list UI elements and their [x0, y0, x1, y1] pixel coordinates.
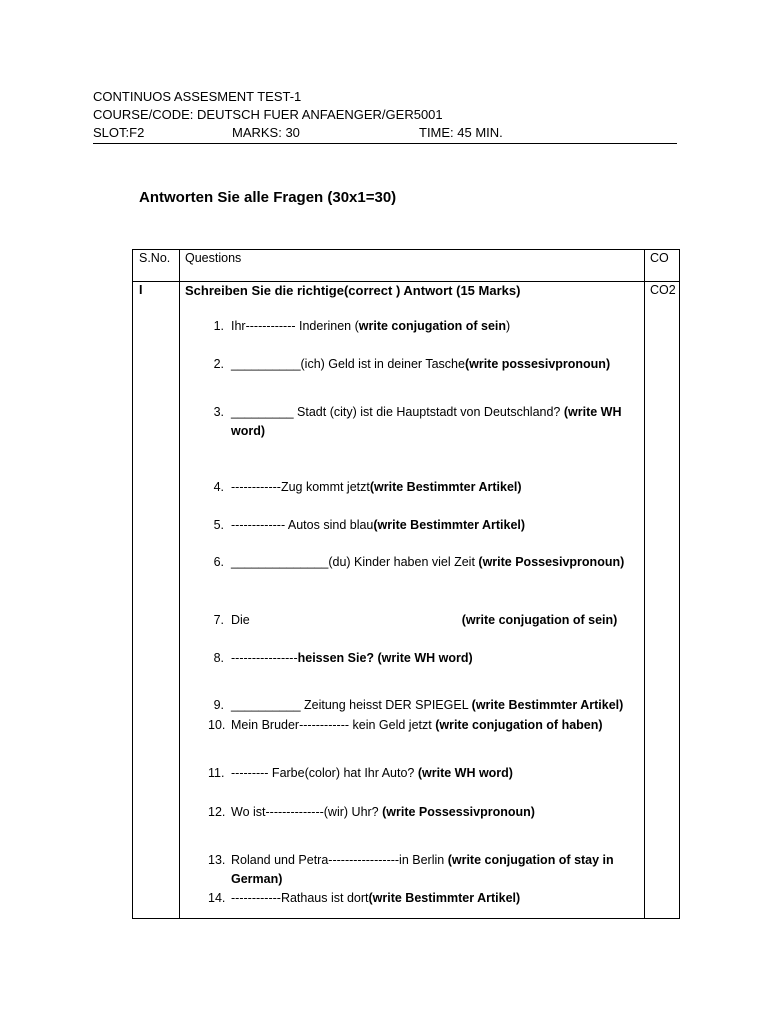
question-number: 13. [208, 853, 226, 867]
question-text: ------------- Autos sind blau [231, 518, 374, 532]
col-divider-2 [644, 250, 645, 918]
question-hint: heissen Sie? (write WH word) [297, 651, 473, 665]
section-title: Schreiben Sie die richtige(correct ) Antwort (15 Marks) [185, 283, 521, 298]
question-hint: (write WH word) [231, 405, 622, 438]
question-number: 2. [213, 357, 224, 371]
question-text: ------------Zug kommt jetzt [231, 480, 370, 494]
question-text: ------------Rathaus ist dort [231, 891, 369, 905]
header-rule [93, 143, 677, 144]
instruction-heading: Antworten Sie alle Fragen (30x1=30) [139, 189, 397, 206]
header-row-divider [133, 281, 679, 282]
question-hint: (write conjugation of stay in German) [231, 853, 614, 886]
question-text: ---------------- [231, 651, 298, 665]
test-title: CONTINUOS ASSESMENT TEST-1 [93, 89, 302, 104]
question-number: 8. [213, 651, 224, 665]
question-number: 1. [213, 319, 224, 333]
question-number: 4. [213, 480, 224, 494]
question-text: Roland und Petra-----------------in Berlin [231, 853, 448, 867]
question-text: Die [231, 613, 250, 627]
question-text: ______________(du) Kinder haben viel Zeit [231, 555, 479, 569]
question-hint: (write Bestimmter Artikel) [369, 480, 522, 494]
question-hint: (write Bestimmter Artikel) [471, 698, 624, 712]
question-number: 14. [208, 891, 226, 905]
question-text: Ihr------------ Inderinen ( [231, 319, 359, 333]
question-text: Mein Bruder------------ kein Geld jetzt [231, 718, 436, 732]
question-hint: (write Bestimmter Artikel) [373, 518, 526, 532]
question-number: 10. [208, 718, 226, 732]
question-hint: write conjugation of sein [358, 319, 507, 333]
time-label: TIME: 45 MIN. [419, 125, 503, 140]
question-tail: ) [506, 319, 511, 333]
section-co: CO2 [650, 283, 676, 297]
question-text: --------- Farbe(color) hat Ihr Auto? [231, 766, 418, 780]
question-text: __________(ich) Geld ist in deiner Tasche [231, 357, 465, 371]
marks-label: MARKS: 30 [232, 125, 300, 140]
col-divider-1 [179, 250, 180, 918]
question-text: _________ Stadt (city) ist die Hauptstadt von Deutschland? [231, 405, 564, 419]
question-number: 11. [208, 766, 225, 780]
questions-table [132, 249, 680, 919]
question-text: Wo ist--------------(wir) Uhr? [231, 805, 383, 819]
question-text: __________ Zeitung heisst DER SPIEGEL [231, 698, 472, 712]
question-number: 7. [213, 613, 224, 627]
question-number: 6. [213, 555, 224, 569]
question-hint: (write possesivpronoun) [464, 357, 611, 371]
question-number: 3. [213, 405, 224, 419]
col-header-co: CO [650, 251, 669, 265]
course-code: COURSE/CODE: DEUTSCH FUER ANFAENGER/GER5001 [93, 107, 443, 122]
question-hint: (write Possesivpronoun) [478, 555, 625, 569]
section-number: I [139, 283, 143, 297]
slot-marks-time-row [93, 124, 677, 142]
question-hint: (write Bestimmter Artikel) [368, 891, 521, 905]
slot-label: SLOT:F2 [93, 125, 145, 140]
question-number: 12. [208, 805, 226, 819]
col-header-questions: Questions [185, 251, 242, 265]
question-number: 9. [213, 698, 224, 712]
question-hint: (write Possessivpronoun) [382, 805, 535, 819]
question-hint: (write WH word) [417, 766, 513, 780]
question-hint: (write conjugation of haben) [435, 718, 603, 732]
question-number: 5. [213, 518, 224, 532]
question-hint: (write conjugation of sein) [461, 613, 618, 627]
document-header [93, 88, 677, 144]
col-header-sno: S.No. [139, 251, 171, 265]
